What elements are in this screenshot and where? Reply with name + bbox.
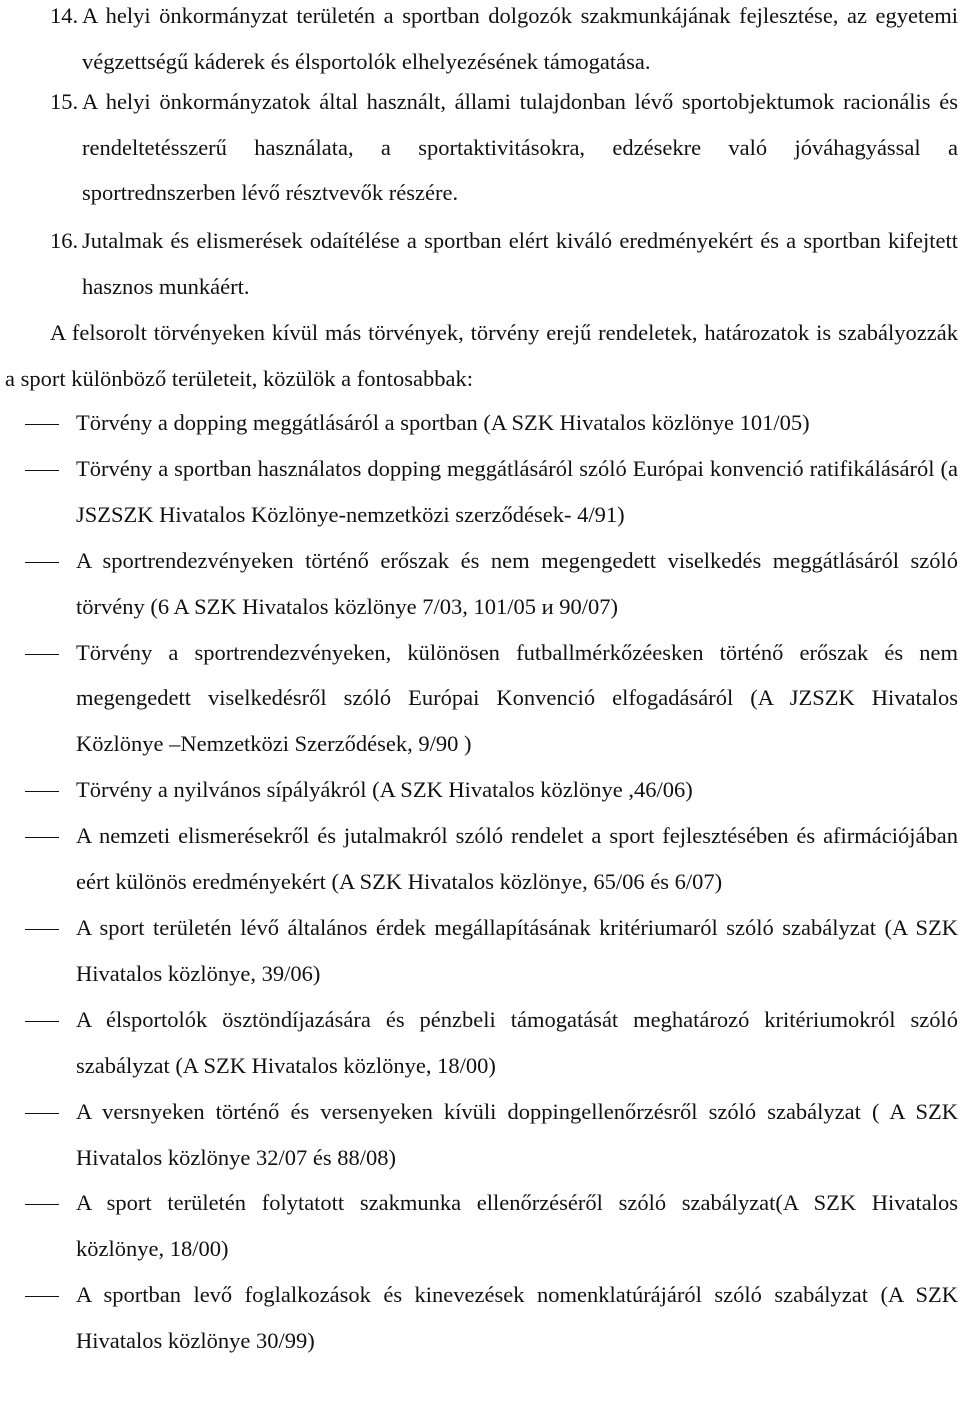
numbered-item-14 (50, 0, 958, 84)
dash-bullet (25, 630, 59, 676)
item-number: 14. (50, 3, 79, 28)
dash-bullet (25, 538, 59, 584)
list-item-text: Törvény a nyilvános sípályákról (A SZK Hivatalos közlönye ,46/06) (76, 777, 693, 803)
list-item-text: A sport területén lévő általános érdek megállapításának kritériumaról szóló szabályzat (A SZK Hivatalos közlönye, 39/06) (76, 914, 958, 986)
list-item-text: A nemzeti elismerésekről és jutalmakról szóló rendelet a sport fejlesztésében és afirmációjában eért különös eredményekért (A SZK Hivatalos közlönye, 65/06 és 6/07) (76, 823, 958, 895)
list-item (0, 538, 960, 630)
list-item-text: A versnyeken történő és versenyeken kívüli doppingellenőrzésről szóló szabályzat ( A SZK Hivatalos közlönye 32/07 és 88/08) (76, 1098, 958, 1170)
list-item (0, 1180, 960, 1272)
dash-bullet (25, 767, 59, 813)
intro-paragraph: A felsorolt törvényeken kívül más törvények, törvény erejű rendeletek, határozatok is szabályozzák a sport különböző területeit, közülök a fontosabbak: (5, 320, 958, 391)
law-list (0, 400, 960, 1364)
list-item (0, 997, 960, 1089)
item-text: Jutalmak és elismerések odaítélése a sportban elért kiváló eredményekért és a sportban kifejtett hasznos munkáért. (82, 228, 958, 299)
list-item-text: Törvény a dopping meggátlásáról a sportban (A SZK Hivatalos közlönye 101/05) (76, 410, 810, 435)
dash-bullet (25, 813, 59, 859)
dash-bullet (25, 1272, 59, 1318)
dash-bullet (25, 905, 59, 951)
dash-bullet (25, 400, 59, 446)
list-item (0, 446, 960, 538)
dash-bullet (25, 446, 59, 492)
list-item-text: Törvény a sportban használatos dopping meggátlásáról szóló Európai konvenció ratifikálásáról (a JSZSZK Hivatalos Közlönye-nemzetközi szerződések- 4/91) (76, 455, 958, 527)
list-item-text: A sportban levő foglalkozások és kinevezések nomenklatúrájáról szóló szabályzat (A SZK Hivatalos közlönye 30/99) (76, 1282, 958, 1354)
list-item-text: A sport területén folytatott szakmunka ellenőrzéséről szóló szabályzat(A SZK Hivatalos közlönye, 18/00) (76, 1190, 958, 1262)
dash-bullet (25, 1089, 59, 1135)
list-item (0, 400, 960, 446)
item-text: A helyi önkormányzatok által használt, állami tulajdonban lévő sportobjektumok racionális és rendeltetésszerű használata, a sportaktivitásokra, edzésekre való jóváhagyással a sportrednszerben lévő résztvevők részére. (82, 89, 958, 205)
list-item (0, 1089, 960, 1181)
list-item (0, 813, 960, 905)
numbered-item-15 (50, 79, 958, 216)
dash-bullet (25, 997, 59, 1043)
list-item (0, 630, 960, 768)
item-text: A helyi önkormányzat területén a sportban dolgozók szakmunkájának fejlesztése, az egyetemi végzettségű káderek és élsportolók elhelyezésének támogatása. (82, 3, 958, 74)
list-item (0, 767, 960, 813)
list-item-text: A sportrendezvényeken történő erőszak és nem megengedett viselkedés meggátlásáról szóló törvény (6 A SZK Hivatalos közlönye 7/03, 101/05 и 90/07) (76, 547, 958, 619)
item-number: 15. (50, 89, 79, 114)
list-item-text: Törvény a sportrendezvényeken, különösen futballmérkőzéesken történő erőszak és nem megengedett viselkedésről szóló Európai Konvenció elfogadásáról (A JZSZK Hivatalos Közlönye –Nemzetközi Szerződések, 9/90 ) (76, 639, 958, 757)
dash-bullet (25, 1180, 59, 1226)
numbered-item-16 (50, 218, 958, 309)
item-number: 16. (50, 228, 79, 253)
list-item (0, 905, 960, 997)
list-item-text: A élsportolók ösztöndíjazására és pénzbeli támogatását meghatározó kritériumokról szóló szabályzat (A SZK Hivatalos közlönye, 18/00) (76, 1006, 958, 1078)
list-item (0, 1272, 960, 1364)
